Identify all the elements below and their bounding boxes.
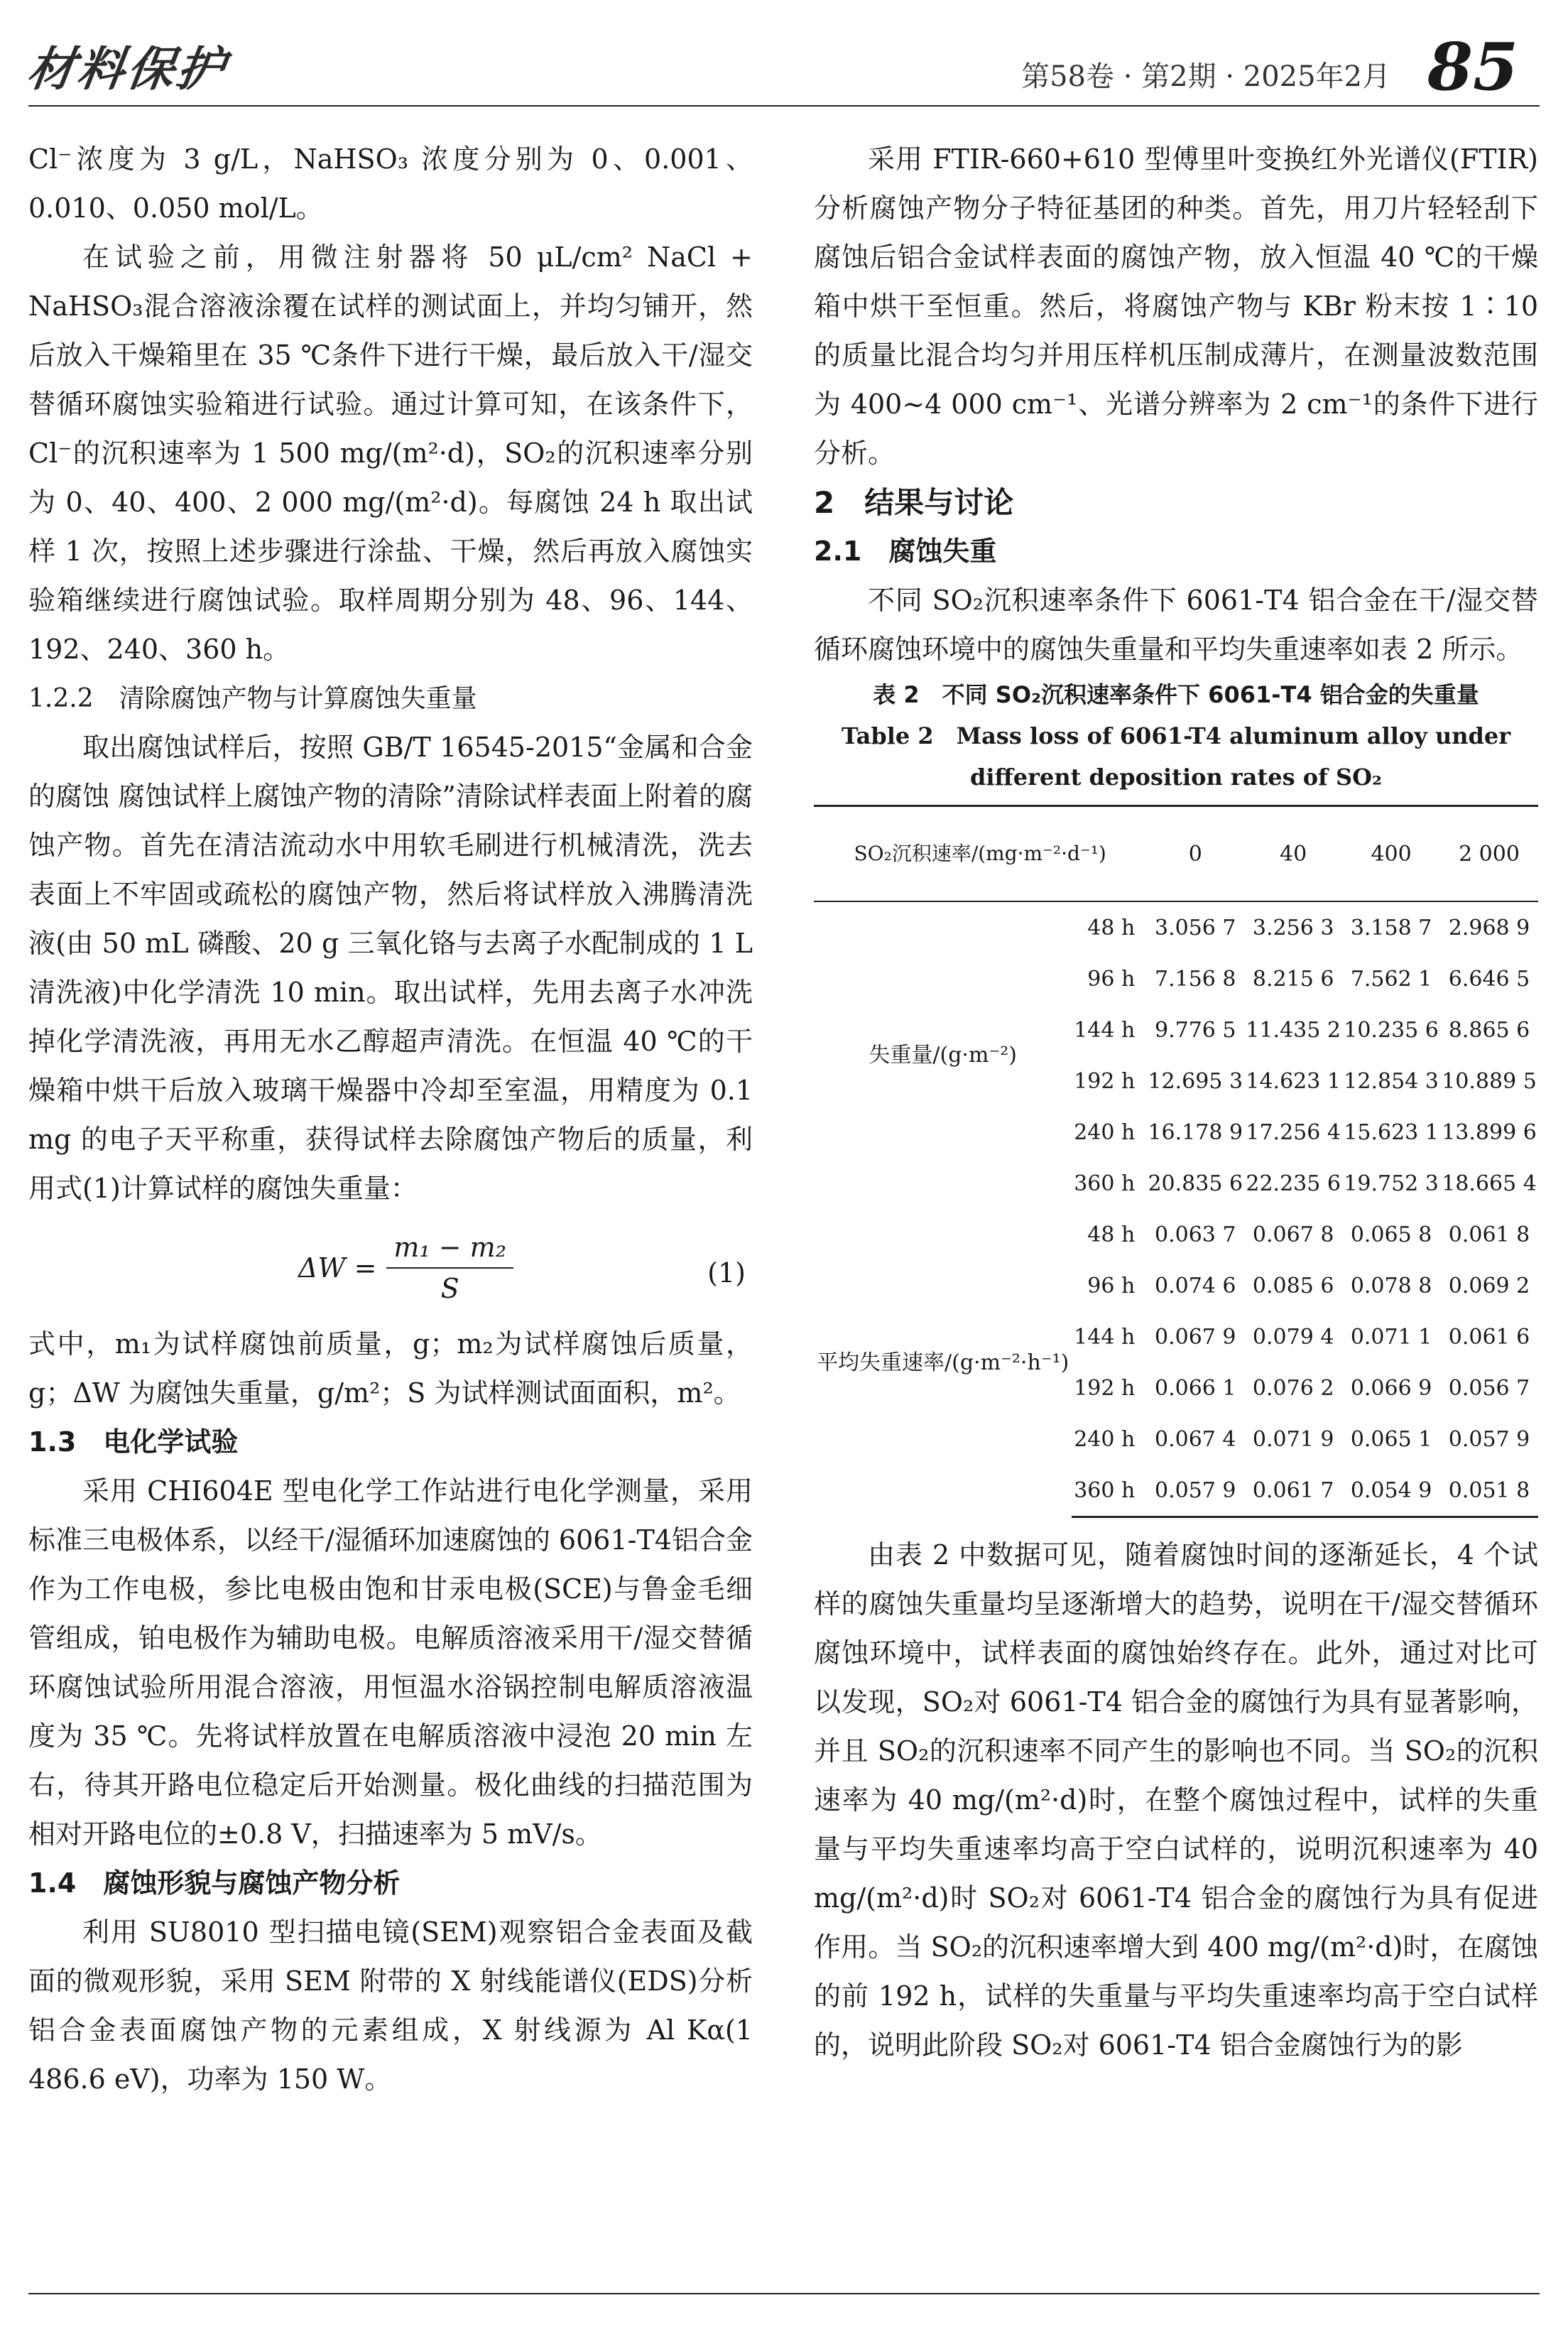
table-cell: 11.435 2 bbox=[1246, 1017, 1341, 1043]
table-cell: 22.235 6 bbox=[1246, 1171, 1341, 1196]
page-number: 85 bbox=[1427, 28, 1518, 105]
table-cell: 0.065 8 bbox=[1350, 1222, 1432, 1247]
table-cell: 0.065 1 bbox=[1350, 1426, 1432, 1452]
table-cell: 2.968 9 bbox=[1448, 915, 1530, 940]
paragraph: 采用 CHI604E 型电化学工作站进行电化学测量，采用标准三电极体系，以经干/湿循环加速腐蚀的 6061-T4铝合金作为工作电极，参比电极由饱和甘汞电极(SCE)与鲁金毛细管组成，铂电极作为辅助电极。电解质溶液采用干/湿交替循环腐蚀试验所用混合溶液，用恒温水浴锅控制电解质溶液温度为 35 ℃。先将试样放置在电解质溶液中浸泡 20 min 左右，待其开路电位稳定后开始测量。极化曲线的扫描范围为相对开路电位的±0.8 V，扫描速率为 5 mV/s。 bbox=[28, 1475, 753, 1850]
table-cell: 0.061 6 bbox=[1448, 1324, 1530, 1350]
table-cell: 12.854 3 bbox=[1344, 1068, 1439, 1094]
header-rule bbox=[28, 105, 1540, 107]
table-time-cell: 48 h bbox=[1087, 1222, 1136, 1247]
table-cell: 0.085 6 bbox=[1252, 1273, 1334, 1298]
table-cell: 18.665 4 bbox=[1442, 1171, 1537, 1196]
table-time-cell: 240 h bbox=[1074, 1426, 1136, 1452]
table-time-cell: 96 h bbox=[1087, 966, 1136, 992]
paragraph: Cl⁻浓度为 3 g/L，NaHSO₃ 浓度分别为 0、0.001、0.010、0.050 mol/L。 bbox=[28, 143, 753, 224]
table-body bbox=[814, 901, 1538, 1517]
journal-logo: 材料保护 bbox=[23, 41, 231, 97]
table-row bbox=[814, 1209, 1538, 1260]
table-cell: 0.057 9 bbox=[1146, 1465, 1244, 1517]
paragraph: 由表 2 中数据可见，随着腐蚀时间的逐渐延长，4 个试样的腐蚀失重量均呈逐渐增大的趋势，说明在干/湿交替循环腐蚀环境中，试样表面的腐蚀始终存在。此外，通过对比可以发现，SO₂对 6061-T4 铝合金的腐蚀行为具有显著影响，并且 SO₂的沉积速率不同产生的影响也不同。当 SO₂的沉积速率为 40 mg/(m²·d)时，在整个腐蚀过程中，试样的失重量与平均失重速率均高于空白试样的，说明沉积速率为 40 mg/(m²·d)时 SO₂对 6061-T4 铝合金的腐蚀行为具有促进作用。当 SO₂的沉积速率增大到 400 mg/(m²·d)时，在腐蚀的前 192 h，试样的失重量与平均失重速率均高于空白试样的，说明此阶段 SO₂对 6061-T4 铝合金腐蚀行为的影 bbox=[814, 1539, 1538, 2061]
table-cell: 0.051 8 bbox=[1440, 1465, 1538, 1517]
table-cell: 20.835 6 bbox=[1148, 1171, 1243, 1196]
table-time-cell: 192 h bbox=[1074, 1375, 1136, 1401]
table-cell: 6.646 5 bbox=[1448, 966, 1530, 992]
table-header-cell: 400 bbox=[1342, 806, 1440, 902]
table-time-cell: 144 h bbox=[1074, 1017, 1136, 1043]
table-cell: 0.071 1 bbox=[1350, 1324, 1432, 1350]
table-cell: 7.562 1 bbox=[1350, 966, 1432, 992]
equation-number: (1) bbox=[707, 1257, 746, 1289]
section-heading-1-3: 1.3 电化学试验 bbox=[28, 1426, 239, 1458]
table-cell: 0.076 2 bbox=[1252, 1375, 1334, 1401]
table-cell: 0.079 4 bbox=[1252, 1324, 1334, 1350]
table-caption-cn: 表 2 不同 SO₂沉积速率条件下 6061-T4 铝合金的失重量 bbox=[873, 681, 1479, 708]
table-cell: 16.178 9 bbox=[1148, 1119, 1243, 1145]
section-heading-2-1: 2.1 腐蚀失重 bbox=[814, 536, 997, 567]
table-cell: 0.063 7 bbox=[1155, 1222, 1236, 1247]
table-header-row bbox=[814, 806, 1538, 902]
table-cell: 0.061 7 bbox=[1244, 1465, 1342, 1517]
table-cell: 14.623 1 bbox=[1246, 1068, 1341, 1094]
table-cell: 0.066 1 bbox=[1155, 1375, 1236, 1401]
table-time-cell: 48 h bbox=[1087, 915, 1136, 940]
page-header bbox=[23, 26, 1540, 109]
section-heading-1-4: 1.4 腐蚀形貌与腐蚀产物分析 bbox=[28, 1867, 401, 1899]
table-time-cell: 360 h bbox=[1074, 1171, 1136, 1196]
paragraph: 采用 FTIR-660+610 型傅里叶变换红外光谱仪(FTIR)分析腐蚀产物分子特征基团的种类。首先，用刀片轻轻刮下腐蚀后铝合金试样表面的腐蚀产物，放入恒温 40 ℃的干燥箱中烘干至恒重。然后，将腐蚀产物与 KBr 粉末按 1∶10 的质量比混合均匀并用压样机压制成薄片，在测量波数范围为 400~4 000 cm⁻¹、光谱分辨率为 2 cm⁻¹的条件下进行分析。 bbox=[814, 143, 1538, 469]
section-heading-2: 2 结果与讨论 bbox=[814, 485, 1014, 520]
table-cell: 0.056 7 bbox=[1448, 1375, 1530, 1401]
equation-denominator: S bbox=[440, 1273, 459, 1304]
paragraph: 在试验之前，用微注射器将 50 μL/cm² NaCl + NaHSO₃混合溶液涂覆在试样的测试面上，并均匀铺开，然后放入干燥箱里在 35 ℃条件下进行干燥，最后放入干/湿交替循环腐蚀实验箱进行试验。通过计算可知，在该条件下，Cl⁻的沉积速率为 1 500 mg/(m²·d)，SO₂的沉积速率分别为 0、40、400、2 000 mg/(m²·d)。每腐蚀 24 h 取出试样 1 次，按照上述步骤进行涂盐、干燥，然后再放入腐蚀实验箱继续进行腐蚀试验。取样周期分别为 48、96、144、192、240、360 h。 bbox=[28, 242, 753, 665]
equation-lhs: ΔW = bbox=[298, 1252, 377, 1284]
table-cell: 0.066 9 bbox=[1350, 1375, 1432, 1401]
left-column bbox=[28, 135, 753, 2104]
table-row bbox=[814, 901, 1538, 953]
table-time-cell: 144 h bbox=[1074, 1324, 1136, 1350]
table-time-cell: 96 h bbox=[1087, 1273, 1136, 1298]
table-cell: 15.623 1 bbox=[1344, 1119, 1439, 1145]
table-caption-en: Table 2 Mass loss of 6061-T4 aluminum alloy under bbox=[841, 722, 1511, 749]
table-cell: 0.078 8 bbox=[1350, 1273, 1432, 1298]
table-cell: 0.067 9 bbox=[1155, 1324, 1236, 1350]
table-cell: 7.156 8 bbox=[1155, 966, 1236, 992]
table-cell: 9.776 5 bbox=[1155, 1017, 1236, 1043]
table-cell: 0.054 9 bbox=[1342, 1465, 1440, 1517]
paragraph: 取出腐蚀试样后，按照 GB/T 16545-2015“金属和合金的腐蚀 腐蚀试样上腐蚀产物的清除”清除试样表面上附着的腐蚀产物。首先在清洁流动水中用软毛刷进行机械清洗，洗去表面上不牢固或疏松的腐蚀产物，然后将试样放入沸腾清洗液(由 50 mL 磷酸、20 g 三氧化铬与去离子水配制成的 1 L 清洗液)中化学清洗 10 min。取出试样，先用去离子水冲洗掉化学清洗液，再用无水乙醇超声清洗。在恒温 40 ℃的干燥箱中烘干后放入玻璃干燥器中冷却至室温，用精度为 0.1 mg 的电子天平称重，获得试样去除腐蚀产物后的质量，利用式(1)计算试样的腐蚀失重量： bbox=[28, 732, 753, 1204]
table-cell: 3.056 7 bbox=[1155, 915, 1236, 940]
table-cell: 10.235 6 bbox=[1344, 1017, 1439, 1043]
table-cell: 0.071 9 bbox=[1252, 1426, 1334, 1452]
table-cell: 3.256 3 bbox=[1252, 915, 1334, 940]
table-cell: 0.067 4 bbox=[1155, 1426, 1236, 1452]
table-cell: 3.158 7 bbox=[1350, 915, 1432, 940]
paragraph: 不同 SO₂沉积速率条件下 6061-T4 铝合金在干/湿交替循环腐蚀环境中的腐蚀失重量和平均失重速率如表 2 所示。 bbox=[814, 585, 1538, 665]
table-cell: 8.215 6 bbox=[1252, 966, 1334, 992]
issue-info: 第58卷 · 第2期 · 2025年2月 bbox=[1021, 60, 1390, 93]
table-header-cell: 2 000 bbox=[1440, 806, 1538, 902]
table-cell: 0.069 2 bbox=[1448, 1273, 1530, 1298]
table-header-cell: 0 bbox=[1146, 806, 1244, 902]
table-time-cell: 240 h bbox=[1074, 1119, 1136, 1145]
table-cell: 13.899 6 bbox=[1442, 1119, 1537, 1145]
table-time-cell: 360 h bbox=[1072, 1465, 1146, 1517]
table-cell: 0.067 8 bbox=[1252, 1222, 1334, 1247]
table-header-cell: 40 bbox=[1244, 806, 1342, 902]
table-time-cell: 192 h bbox=[1074, 1068, 1136, 1094]
equation-numerator: m₁ − m₂ bbox=[386, 1227, 513, 1269]
paragraph: 利用 SU8010 型扫描电镜(SEM)观察铝合金表面及截面的微观形貌，采用 SEM 附带的 X 射线能谱仪(EDS)分析铝合金表面腐蚀产物的元素组成，X 射线源为 Al Kα(1 486.6 eV)，功率为 150 W。 bbox=[28, 1916, 753, 2095]
table-group-label: 平均失重速率/(g·m⁻²·h⁻¹) bbox=[817, 1350, 1069, 1375]
table-group-label: 失重量/(g·m⁻²) bbox=[869, 1043, 1017, 1068]
table-cell: 10.889 5 bbox=[1442, 1068, 1537, 1094]
table-cell: 12.695 3 bbox=[1148, 1068, 1243, 1094]
table-cell: 19.752 3 bbox=[1344, 1171, 1439, 1196]
table-cell: 0.074 6 bbox=[1155, 1273, 1236, 1298]
section-heading-1-2-2: 1.2.2 清除腐蚀产物与计算腐蚀失重量 bbox=[28, 684, 477, 713]
right-column bbox=[814, 135, 1538, 2070]
table-cell: 0.057 9 bbox=[1448, 1426, 1530, 1452]
table-cell: 17.256 4 bbox=[1246, 1119, 1341, 1145]
data-table bbox=[814, 805, 1538, 1518]
paragraph: 式中，m₁为试样腐蚀前质量，g；m₂为试样腐蚀后质量，g；ΔW 为腐蚀失重量，g/m²；S 为试样测试面面积，m²。 bbox=[28, 1328, 753, 1409]
equation-1 bbox=[28, 1213, 753, 1320]
footer-rule bbox=[28, 2293, 1540, 2294]
table-cell: 8.865 6 bbox=[1448, 1017, 1530, 1043]
table-header-label: SO₂沉积速率/(mg·m⁻²·d⁻¹) bbox=[814, 806, 1146, 902]
table-caption-en: different deposition rates of SO₂ bbox=[969, 764, 1382, 791]
table-cell: 0.061 8 bbox=[1448, 1222, 1530, 1247]
